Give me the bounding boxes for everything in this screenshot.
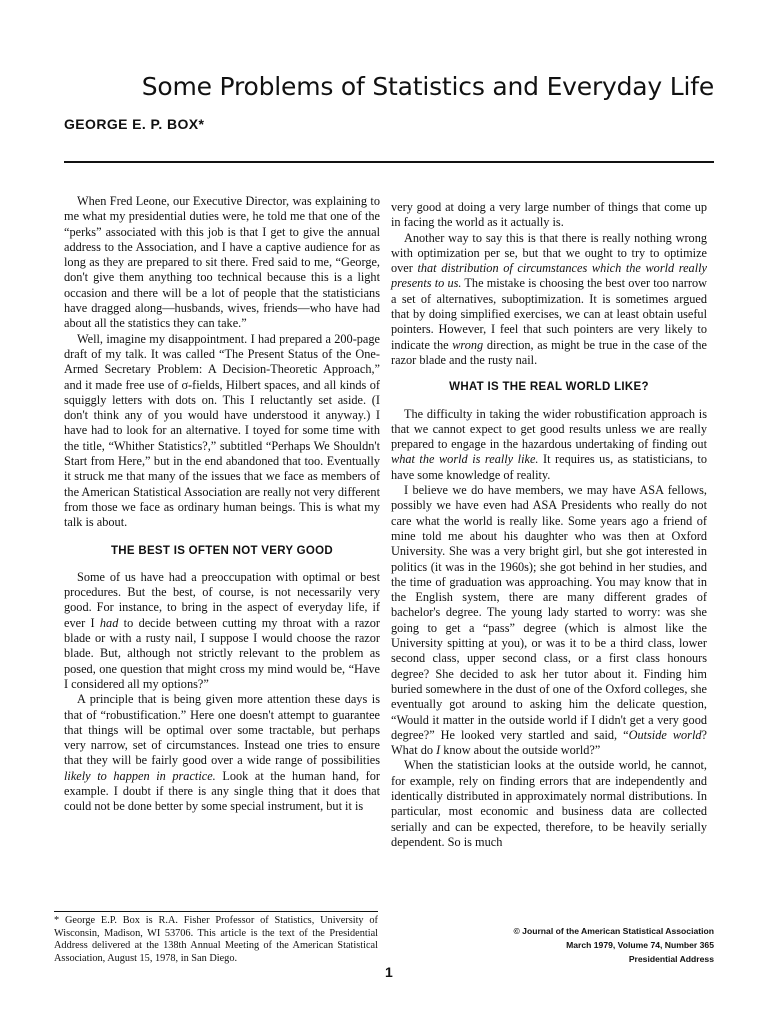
paragraph: Some of us have had a preoccupation with optimal or best procedures. But the best, of course, is not necessarily very good. For instance, to bring in the aspect of everyday life, if ever I had to decide between cutting my throat with a razor blade or with a rusty nail, I suppose I would choose the razor blade. But, although not strictly relevant to the problem as posed, one question that might cross my mind would be, “Have I considered all my options?” [64, 569, 380, 691]
journal-line: © Journal of the American Statistical Association [513, 926, 714, 936]
footnote: * George E.P. Box is R.A. Fisher Professor of Statistics, University of Wisconsin, Madison, WI 53706. This article is the text of the Presidential Address delivered at the 138th Annual Meeting of the American Statistical Association, August 15, 1978, in San Diego. [54, 911, 378, 965]
left-column [64, 194, 380, 815]
paragraph: Well, imagine my disappointment. I had prepared a 200-page draft of my talk. It was called “The Present Status of the One-Armed Secretary Problem: A Decision-Theoretic Approach,” and it made free use of σ-fields, Hilbert spaces, and all kinds of squiggly letters with dots on. This I reluctantly set aside. (I don't think any of you would have understood it anyway.) I have had to look for an alternative. I toyed for some time with the title, “Whither Statistics?,” subtitled “Perhaps We Shouldn't Start from Here,” but in the end abandoned that too. Eventually it struck me that many of the issues that we face as members of the American Statistical Association are really not very different from those we face as ordinary human beings. This is what my talk is about. [64, 331, 380, 530]
journal-line: Presidential Address [628, 953, 714, 964]
journal-line: March 1979, Volume 74, Number 365 [566, 939, 714, 950]
section-heading: THE BEST IS OFTEN NOT VERY GOOD [110, 544, 334, 557]
right-column [391, 200, 707, 850]
paragraph: A principle that is being given more attention these days is that of “robustification.” Here one doesn't attempt to guarantee that things will be optimal over some tractable, but perhaps very narrow, set of circumstances. Instead one tries to ensure that they will be fairly good over a wide range of possibilities likely to happen in practice. Look at the human hand, for example. I doubt if there is any single thing that it does that could not be done better by some special instrument, but it is [64, 692, 380, 814]
journal-citation [513, 925, 714, 966]
section-heading: WHAT IS THE REAL WORLD LIKE? [449, 381, 649, 394]
paragraph: I believe we do have members, we may have ASA fellows, possibly we have even had ASA Presidents who really do not care what the world is really like. Some years ago a friend of mine told me about his daughter who was then at Oxford University. She was a very bright girl, but she got interested in politics (it was in the 1960s); she got behind in her studies, and the time of graduation was approaching. You may know that in the English system, there are many different grades of bachelor's degree. The young lady started to worry: was she going to get a “pass” degree (which is almost like the University spitting at you), or was it to be a third class, lower second class, upper second class, or a first class honours degree? She decided to ask her tutor about it. Finding him buried somewhere in the dust of one of the Oxford colleges, she eventually got around to asking him the delicate question, “Would it matter in the outside world if I didn't get a very good degree?” He looked very startled and said, “Outside world? What do I know about the outside world?” [391, 483, 707, 758]
paragraph: When the statistician looks at the outside world, he cannot, for example, rely on finding errors that are independently and identically distributed in approximately normal distributions. In particular, most economic and business data are collected serially and can be expected, therefore, to be heavily serially dependent. So is much [391, 758, 707, 849]
paragraph: very good at doing a very large number of things that come up in facing the world as it actually is. [391, 200, 707, 230]
paragraph: When Fred Leone, our Executive Director, was explaining to me what my presidential duties were, he told me that one of the “perks” associated with this job is that I get to give the annual address to the Association, and I have a captive audience for as long as they are prepared to sit there. Fred said to me, “George, don't give them anything too technical because this is a light occasion and there will be a lot of people that the statisticians have dragged along—husbands, wives, friends—who have had about all the statistics they can take.” [64, 194, 380, 331]
header-rule [64, 161, 714, 163]
article-title: Some Problems of Statistics and Everyday Life [141, 72, 714, 101]
author-name: GEORGE E. P. BOX* [64, 116, 205, 132]
page-number: 1 [385, 964, 393, 980]
paragraph: Another way to say this is that there is really nothing wrong with optimization per se, but that we ought to try to optimize over that distribution of circumstances which the world really presents to us. The mistake is choosing the best over too narrow a set of alternatives, suboptimization. It is sometimes argued that by doing simplified exercises, we can at least obtain useful pointers. However, I feel that such pointers are very likely to indicate the wrong direction, as might be true in the case of the razor blade and the rusty nail. [391, 230, 707, 367]
paragraph: The difficulty in taking the wider robustification approach is that we cannot expect to get good results unless we are really prepared to engage in the hazardous undertaking of finding out what the world is really like. It requires us, as statisticians, to have some knowledge of reality. [391, 406, 707, 482]
